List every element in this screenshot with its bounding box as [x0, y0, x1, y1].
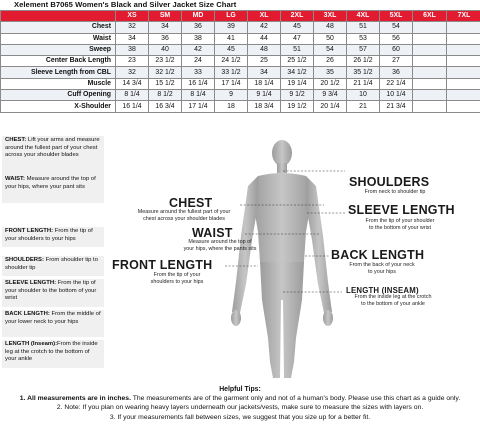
table-cell: 60 [380, 44, 413, 55]
table-cell: 21 3/4 [380, 101, 413, 112]
tip-1-bold: 1. All measurements are in inches. [19, 395, 131, 403]
table-cell: 38 [182, 33, 215, 44]
table-cell: 10 1/4 [380, 90, 413, 101]
table-cell: 34 [149, 22, 182, 33]
table-cell: 18 1/4 [248, 78, 281, 89]
table-cell: 51 [347, 22, 380, 33]
table-cell: 32 [116, 22, 149, 33]
table-cell: 34 [116, 33, 149, 44]
table-cell: 54 [314, 44, 347, 55]
label-front-length-desc-line: shoulders to your hips [150, 278, 204, 285]
table-cell: 14 3/4 [116, 78, 149, 89]
definition-term: CHEST: [5, 137, 27, 143]
row-label: Chest [1, 22, 116, 33]
label-chest: CHEST [169, 196, 213, 210]
label-sleeve-length-desc-line: From the tip of your shoulder [365, 218, 435, 224]
table-cell: 17 1/4 [182, 101, 215, 112]
table-cell: 16 1/4 [182, 78, 215, 89]
table-cell: 36 [182, 22, 215, 33]
row-label: Sweep [1, 44, 116, 55]
tip-2: 2. Note: If you plan on wearing heavy layers underneath our jackets/vests, make sure to measure the sizes with layers on. [56, 404, 424, 412]
label-front-length-desc-line: From the tip of your [153, 272, 201, 278]
table-cell: 27 [380, 56, 413, 67]
table-cell: 51 [281, 44, 314, 55]
table-cell: 44 [248, 33, 281, 44]
table-cell: 20 1/4 [314, 101, 347, 112]
table-cell: 9 3/4 [314, 90, 347, 101]
table-cell: 33 [182, 67, 215, 78]
row-label: Cuff Opening [1, 90, 116, 101]
chart-title: Xelement B7065 Women's Black and Silver Jacket Size Chart [14, 0, 237, 9]
row-label: Muscle [1, 78, 116, 89]
table-cell: 8 1/4 [116, 90, 149, 101]
table-cell: 42 [248, 22, 281, 33]
row-label: Center Back Length [1, 56, 116, 67]
definition-term: LENGTH (Inseam): [5, 341, 58, 347]
table-cell: 48 [314, 22, 347, 33]
table-cell: 45 [281, 22, 314, 33]
label-front-length: FRONT LENGTH [112, 258, 213, 272]
label-back-length-desc [337, 262, 427, 275]
label-inseam-desc [337, 294, 449, 307]
definition-term: SLEEVE LENGTH: [5, 280, 57, 286]
definition-term: FRONT LENGTH: [5, 228, 54, 234]
definition-term: BACK LENGTH: [5, 311, 50, 317]
table-cell: 54 [380, 22, 413, 33]
label-waist: WAIST [192, 226, 233, 240]
table-cell: 48 [248, 44, 281, 55]
label-shoulders: SHOULDERS [349, 175, 430, 189]
table-cell: 36 [380, 67, 413, 78]
definition-text: From the tip of your shoulder to the bottom of your wrist [5, 280, 97, 302]
table-cell: 21 1/4 [347, 78, 380, 89]
table-cell: 9 1/2 [281, 90, 314, 101]
label-waist-desc-line: your hips, where the pants sits [183, 245, 257, 252]
table-cell: 53 [347, 33, 380, 44]
table-cell: 50 [314, 33, 347, 44]
label-front-length-desc [132, 272, 222, 285]
tip-3: 3. If your measurements fall between sizes, we suggest that you size up for a better fit. [109, 413, 371, 421]
definition-text: From the tip of your shoulders to your hips [5, 228, 93, 242]
table-cell: 23 [116, 56, 149, 67]
label-back-length-desc-line: From the back of your neck [349, 262, 415, 268]
table-cell: 32 1/2 [149, 67, 182, 78]
size-header-7xl: 7XL [447, 11, 480, 22]
table-cell: 25 [248, 56, 281, 67]
table-cell: 9 [215, 90, 248, 101]
table-cell: 40 [149, 44, 182, 55]
table-cell: 35 [314, 67, 347, 78]
table-cell: 17 1/4 [215, 78, 248, 89]
row-label: X-Shoulder [1, 101, 116, 112]
tip-1 [0, 394, 480, 403]
size-header-lg: LG [215, 11, 248, 22]
table-cell: 21 [347, 101, 380, 112]
label-chest-desc-line: chest across your shoulder blades [143, 215, 225, 222]
table-cell: 18 3/4 [248, 101, 281, 112]
table-cell: 19 1/2 [281, 101, 314, 112]
size-header-6xl: 6XL [413, 11, 447, 22]
table-cell: 39 [215, 22, 248, 33]
label-inseam-desc-line: to the bottom of your ankle [361, 300, 425, 307]
table-cell: 24 [182, 56, 215, 67]
definition-term: WAIST: [5, 176, 25, 182]
table-cell: 18 [215, 101, 248, 112]
definition-text: From shoulder tip to shoulder tip [5, 257, 98, 271]
table-cell: 19 1/4 [281, 78, 314, 89]
human-silhouette [231, 140, 333, 378]
table-cell: 16 3/4 [149, 101, 182, 112]
table-cell: 57 [347, 44, 380, 55]
size-header-md: MD [182, 11, 215, 22]
size-header-4xl: 4XL [347, 11, 380, 22]
size-header-2xl: 2XL [281, 11, 314, 22]
helpful-tips [0, 385, 480, 422]
size-header-sm: SM [149, 11, 182, 22]
label-sleeve-length: SLEEVE LENGTH [348, 203, 455, 217]
definition-text: Lift your arms and measure around the fullest part of your chest across your shoulder blades [5, 137, 100, 159]
table-cell: 8 1/4 [182, 90, 215, 101]
label-inseam-desc-line: From the inside leg at the crotch [354, 294, 432, 300]
row-label: Waist [1, 33, 116, 44]
definition-text: Measure around the top of your hips, where your pant sits [5, 176, 96, 190]
table-cell: 26 [314, 56, 347, 67]
label-shoulders-desc [350, 189, 440, 196]
size-header-xs: XS [116, 11, 149, 22]
table-cell: 36 [149, 33, 182, 44]
table-cell: 38 [116, 44, 149, 55]
table-cell: 42 [182, 44, 215, 55]
table-cell: 34 [248, 67, 281, 78]
table-cell: 20 1/2 [314, 78, 347, 89]
label-back-length: BACK LENGTH [331, 248, 425, 262]
table-cell: 35 1/2 [347, 67, 380, 78]
table-cell: 45 [215, 44, 248, 55]
label-chest-desc [124, 209, 244, 222]
label-inseam: LENGTH (INSEAM) [346, 286, 419, 295]
definition-text: From the middle of your lower neck to your hips [5, 311, 101, 325]
tips-heading: Helpful Tips: [219, 386, 261, 393]
label-shoulders-desc-line: From neck to shoulder tip [364, 189, 426, 195]
size-header-5xl: 5XL [380, 11, 413, 22]
size-header-xl: XL [248, 11, 281, 22]
table-cell: 24 1/2 [215, 56, 248, 67]
table-cell: 56 [380, 33, 413, 44]
definition-term: SHOULDERS: [5, 257, 44, 263]
table-cell: 26 1/2 [347, 56, 380, 67]
table-cell: 23 1/2 [149, 56, 182, 67]
table-cell: 15 1/2 [149, 78, 182, 89]
table-cell: 22 1/4 [380, 78, 413, 89]
table-cell: 10 [347, 90, 380, 101]
label-back-length-desc-line: to your hips [368, 268, 396, 275]
definition-text: From the inside leg at the crotch to the bottom of your ankle [5, 341, 98, 363]
label-waist-desc [170, 239, 270, 252]
table-cell: 33 1/2 [215, 67, 248, 78]
size-header-3xl: 3XL [314, 11, 347, 22]
label-sleeve-length-desc [350, 218, 450, 231]
label-chest-desc-line: Measure around the fullest part of your [137, 209, 231, 215]
table-cell: 41 [215, 33, 248, 44]
table-cell: 34 1/2 [281, 67, 314, 78]
label-waist-desc-line: Measure around the top of [188, 239, 252, 245]
table-cell: 16 1/4 [116, 101, 149, 112]
table-cell: 47 [281, 33, 314, 44]
table-cell: 8 1/2 [149, 90, 182, 101]
row-label: Sleeve Length from CBL [1, 67, 116, 78]
tip-1-text: The measurements are of the garment only and not of a human's body. Please use this chart as a guide only. [130, 395, 461, 403]
label-sleeve-length-desc-line: to the bottom of your wrist [368, 224, 432, 231]
table-cell: 32 [116, 67, 149, 78]
table-cell: 9 1/4 [248, 90, 281, 101]
table-cell: 25 1/2 [281, 56, 314, 67]
